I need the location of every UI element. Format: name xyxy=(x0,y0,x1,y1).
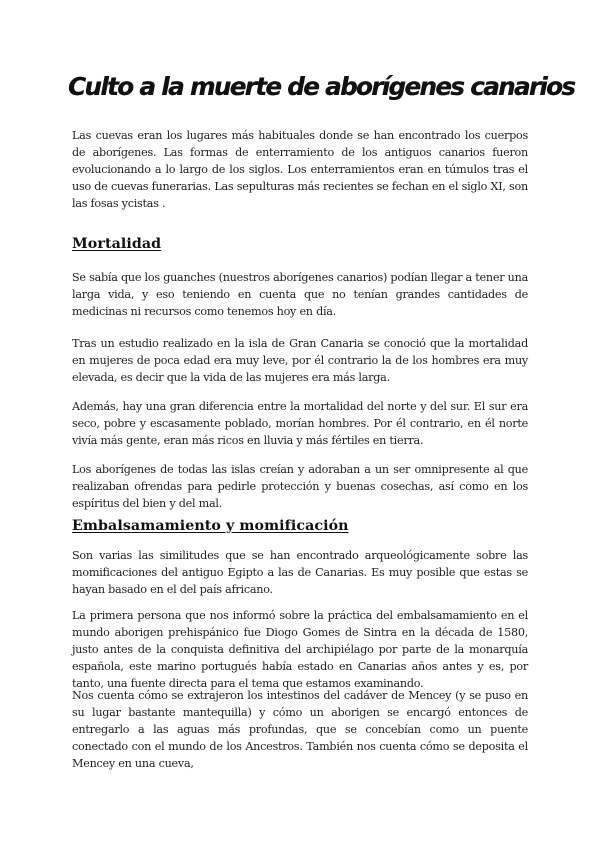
section-heading-mortalidad: Mortalidad xyxy=(72,236,162,252)
paragraph: La primera persona que nos informó sobre la práctica del embalsamamiento en el mundo aborigen prehispánico fue Diogo Gomes de Sintra en la década de 1580, justo antes de la conquista definitiva del archipiélago por parte de la monarquía española, este marino portugués había estado en Canarias años antes y es, por tanto, una fuente directa para el tema que estamos examinando. xyxy=(72,609,528,690)
document-title: Culto a la muerte de aborígenes canarios xyxy=(68,72,575,101)
paragraph: Tras un estudio realizado en la isla de Gran Canaria se conoció que la mortalidad en mujeres de poca edad era muy leve, por él contrario la de los hombres era muy elevada, es decir que la vida de las mujeres era más larga. xyxy=(72,337,528,384)
paragraph: Además, hay una gran diferencia entre la mortalidad del norte y del sur. El sur era seco, pobre y escasamente poblado, morían hombres. Por él contrario, en él norte vivía más gente, eran más ricos en lluvia y más fértiles en tierra. xyxy=(72,400,528,447)
intro-paragraph: Las cuevas eran los lugares más habituales donde se han encontrado los cuerpos de aborígenes. Las formas de enterramiento de los antiguos canarios fueron evolucionando a lo largo de los siglos. Los enterramientos eran en túmulos tras el uso de cuevas funerarias. Las sepulturas más recientes se fechan en el siglo XI, son las fosas ycistas . xyxy=(72,129,528,210)
paragraph: Son varias las similitudes que se han encontrado arqueológicamente sobre las momificaciones del antiguo Egipto a las de Canarias. Es muy posible que estas se hayan basado en el del país africano. xyxy=(72,549,528,596)
section-heading-embalsamamiento: Embalsamamiento y momificación xyxy=(72,518,349,534)
paragraph: Se sabía que los guanches (nuestros aborígenes canarios) podían llegar a tener una larga vida, y eso teniendo en cuenta que no tenían grandes cantidades de medicinas ni recursos como tenemos hoy en día. xyxy=(72,271,528,318)
paragraph: Los aborígenes de todas las islas creían y adoraban a un ser omnipresente al que realizaban ofrendas para pedirle protección y buenas cosechas, así como en los espíritus del bien y del mal. xyxy=(72,463,528,510)
paragraph: Nos cuenta cómo se extrajeron los intestinos del cadáver de Mencey (y se puso en su lugar bastante mantequilla) y cómo un aborigen se encargó entonces de entregarlo a las aguas más profundas, que se concebían como un puente conectado con el mundo de los Ancestros. También nos cuenta cómo se deposita el Mencey en una cueva, xyxy=(72,689,528,770)
